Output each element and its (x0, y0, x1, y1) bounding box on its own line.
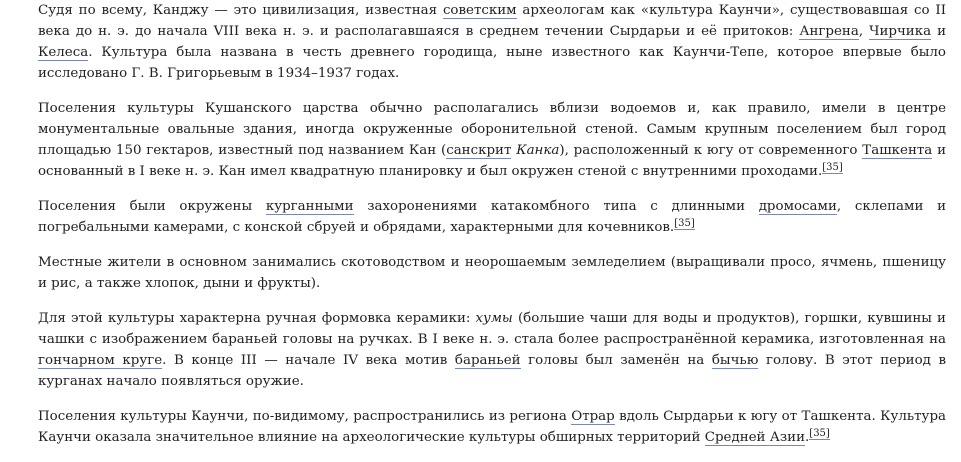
paragraph (38, 308, 946, 392)
text-run: . (805, 430, 810, 445)
wiki-link[interactable]: Ташкента (862, 143, 933, 158)
wiki-link[interactable]: санскрит (446, 143, 512, 158)
text-run: голову. В этот период в курганах начало появляться оружие. (38, 353, 946, 389)
text-run: . Культура была названа в честь древнего городища, ныне известного как Каунчи-Тепе, которое впервые было исследовано Г. В. Григорьевым в 1934–1937 годах. (38, 45, 946, 81)
text-run: , склепами и погребальными камерами, с конской сбруей и обрядами, характерными для кочевников. (38, 199, 946, 235)
wiki-link[interactable]: бычью (711, 353, 759, 368)
text-run: головы был заменён на (520, 353, 712, 368)
citation-ref-label: [35] (822, 161, 843, 173)
text-run: ), расположенный к югу от современного (559, 143, 863, 158)
text-run: Местные жители в основном занимались скотоводством и неорошаемым земледелием (выращивали просо, ячмень, пшеницу и рис, а также хлопок, дыни и фрукты). (38, 255, 946, 291)
wiki-link[interactable]: Средней Азии (704, 430, 806, 445)
paragraph (38, 252, 946, 294)
text-run: и основанный в I веке н. э. Кан имел квадратную планировку и был окружен стеной с внутренними проходами. (38, 143, 946, 179)
citation-ref[interactable] (809, 428, 830, 440)
wiki-link[interactable]: гончарном круге (38, 353, 163, 368)
wiki-link[interactable]: дромосами (758, 199, 837, 214)
text-run: . В конце III — начале IV века мотив (162, 353, 455, 368)
citation-ref[interactable] (822, 162, 843, 174)
italic-text: Канка (516, 143, 560, 158)
text-run: Поселения культуры Каунчи, по-видимому, распространились из региона (38, 409, 572, 424)
wiki-link[interactable]: бараньей (454, 353, 521, 368)
text-run: Поселения были окружены (38, 199, 266, 214)
paragraph (38, 0, 946, 84)
text-run: Для этой культуры характерна ручная формовка керамики: (38, 311, 476, 326)
text-run: захоронениями катакомбного типа с длинными (353, 199, 759, 214)
wiki-link[interactable]: Келеса (38, 45, 89, 60)
citation-ref-label: [35] (809, 427, 830, 439)
citation-ref[interactable] (674, 218, 695, 230)
wiki-link[interactable]: советским (442, 3, 517, 18)
paragraph (38, 406, 946, 448)
italic-text: хумы (475, 311, 513, 326)
text-run: вдоль Сырдарьи к югу от Ташкента. Культура Каунчи оказала значительное влияние на археологические культуры обширных территорий (38, 409, 946, 445)
text-run: (большие чаши для воды и продуктов), горшки, кувшины и чашки с изображением бараньей головы на ручках. В I веке н. э. стала более распространённой керамика, изготовленная на (38, 311, 946, 347)
text-run: археологам как «культура Каунчи», существовавшая со II века до н. э. до начала VIII века н. э. и располагавшаяся в среднем течении Сырдарьи и её притоков: (38, 3, 946, 39)
citation-ref-label: [35] (674, 217, 695, 229)
text-run: Судя по всему, Канджу — это цивилизация, известная (38, 3, 443, 18)
text-run: , (858, 24, 870, 39)
text-run: и (931, 24, 947, 39)
article-body (38, 0, 946, 462)
wiki-link[interactable]: курганными (265, 199, 354, 214)
wiki-link[interactable]: Ангрена (799, 24, 859, 39)
wiki-link[interactable]: Чирчика (869, 24, 932, 39)
wiki-link[interactable]: Отрар (571, 409, 615, 424)
text-run: Поселения культуры Кушанского царства обычно располагались вблизи водоемов и, как правило, имели в центре монументальные овальные здания, иногда окруженные оборонительной стеной. Самым крупным поселением был город площадью 150 гектаров, известный под названием Кан ( (38, 101, 946, 158)
paragraph (38, 196, 946, 238)
paragraph (38, 98, 946, 182)
